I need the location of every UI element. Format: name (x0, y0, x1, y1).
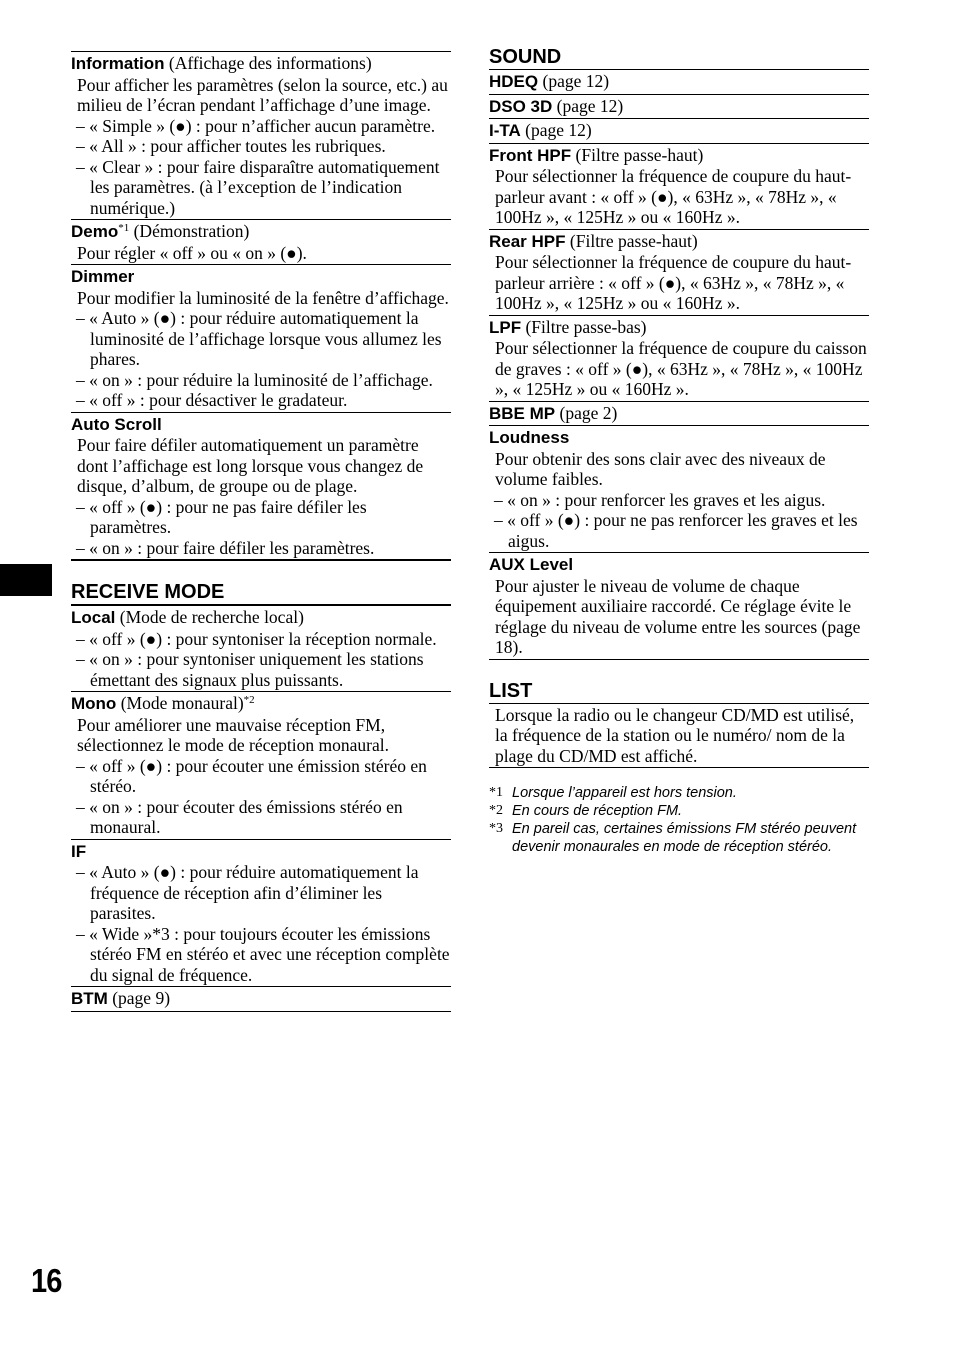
option-item: – « off » (●) : pour écouter une émission stéréo en stéréo. (76, 755, 427, 796)
entry-heading: Dimmer (71, 267, 135, 286)
entry-i-ta (489, 119, 869, 144)
entry-lpf (489, 316, 869, 402)
entry-heading: BBE MP (page 2) (489, 402, 618, 423)
entry-information (71, 51, 451, 220)
entry-description: Pour régler « off » ou « on » (●). (77, 242, 307, 263)
option-item: – « on » : pour syntoniser uniquement les stations émettant des signaux plus puissants. (76, 649, 424, 690)
entry-heading: Information (Affichage des informations) (71, 53, 372, 73)
option-item: – « Simple » (●) : pour n’afficher aucun paramètre. (76, 115, 436, 136)
footnote-ref: *2 (243, 694, 255, 706)
entry-description: Pour obtenir des sons clair avec des niveaux de volume faibles. (495, 448, 826, 489)
entry-description: Pour sélectionner la fréquence de coupure du caisson de graves : « off » (●), « 63Hz », « 78Hz », « 100Hz », « 125Hz » ou « 160Hz ». (495, 338, 867, 399)
entry-description: Pour modifier la luminosité de la fenêtre d’affichage. (77, 287, 449, 308)
entry-dso-3d (489, 95, 869, 120)
entry-demo (71, 220, 451, 265)
option-item: – « on » : pour renforcer les graves et les aigus. (494, 489, 826, 510)
entry-heading: LPF (Filtre passe-bas) (489, 316, 647, 337)
entry-description: Pour afficher les paramètres (selon la source, etc.) au milieu de l’écran pendant l’affichage d’une image. (77, 74, 448, 115)
footnotes (489, 784, 869, 856)
option-item: – « Auto » (●) : pour réduire automatiquement la luminosité de l’affichage lorsque vous allumez les phares. (76, 308, 442, 369)
option-item: – « off » : pour désactiver le gradateur. (76, 390, 348, 410)
section-title-receive-mode: RECEIVE MODE (71, 580, 451, 606)
entry-heading: IF (71, 841, 87, 861)
option-item: – « off » (●) : pour ne pas faire défiler les paramètres. (76, 496, 367, 537)
entry-front-hpf (489, 144, 869, 230)
section-title-sound: SOUND (489, 45, 869, 70)
entry-heading: Local (Mode de recherche local) (71, 607, 304, 627)
footnote: *2 En cours de réception FM. (489, 803, 683, 819)
entry-description: Pour ajuster le niveau de volume de chaque équipement auxiliaire raccordé. Ce réglage évite le réglage du niveau de volume entre les sources (page 18). (495, 575, 861, 657)
entry-hdeq (489, 70, 869, 95)
footnote-ref: *1 (118, 222, 130, 234)
entry-description: Pour sélectionner la fréquence de coupure du haut-parleur arrière : « off » (●), « 63Hz », « 78Hz », « 100Hz », « 125Hz » ou « 160Hz ». (495, 252, 852, 313)
option-item: – « Auto » (●) : pour réduire automatiquement la fréquence de réception afin d’éliminer les parasites. (76, 862, 419, 923)
option-item: – « off » (●) : pour syntoniser la réception normale. (76, 628, 437, 649)
spacer (489, 660, 869, 679)
option-item: – « on » : pour écouter des émissions stéréo en monaural. (76, 796, 403, 837)
option-item: – « on » : pour réduire la luminosité de l’affichage. (76, 369, 433, 390)
entry-heading: Demo$^{*1}$ (Démonstration) (71, 221, 250, 241)
entry-dimmer (71, 265, 451, 413)
entry-list (489, 704, 869, 769)
entry-heading: HDEQ (page 12) (489, 71, 610, 91)
entry-btm (71, 987, 451, 1012)
page-number: 16 (31, 1262, 62, 1299)
entry-description: Lorsque la radio ou le changeur CD/MD est utilisé, la fréquence de la station ou le numéro/ nom de la plage du CD/MD est affiché. (495, 704, 855, 766)
chapter-tab-marker (0, 564, 52, 596)
entry-heading: AUX Level (489, 555, 574, 574)
entry-rear-hpf (489, 230, 869, 316)
entry-mono (71, 691, 451, 840)
entry-description: Pour améliorer une mauvaise réception FM, sélectionnez le mode de réception monaural. (77, 714, 389, 755)
entry-heading: I-TA (page 12) (489, 120, 592, 140)
entry-aux-level (489, 553, 869, 660)
entry-heading: BTM (page 9) (71, 988, 171, 1008)
entry-local (71, 606, 451, 692)
entry-heading: Loudness (489, 428, 570, 447)
section-title-list: LIST (489, 679, 869, 704)
entry-auto-scroll (71, 413, 451, 562)
entry-heading: Rear HPF (Filtre passe-haut) (489, 230, 698, 251)
entry-bbe-mp (489, 402, 869, 427)
right-column (489, 45, 869, 856)
left-column (71, 51, 451, 1012)
entry-heading: DSO 3D (page 12) (489, 95, 624, 116)
entry-heading: Auto Scroll (71, 414, 162, 434)
option-item: – « on » : pour faire défiler les paramètres. (76, 537, 375, 558)
option-item: – « Wide »*3 : pour toujours écouter les émissions stéréo FM en stéréo et avec une réception complète du signal de fréquence. (76, 923, 450, 985)
option-item: – « All » : pour afficher toutes les rubriques. (76, 136, 386, 156)
entry-heading: Mono (Mode monaural)$^{*2}$ (71, 693, 255, 713)
option-item: – « off » (●) : pour ne pas renforcer les graves et les aigus. (494, 510, 858, 551)
entry-loudness (489, 426, 869, 553)
footnote: *1 Lorsque l’appareil est hors tension. (489, 785, 737, 801)
entry-description: Pour faire défiler automatiquement un paramètre dont l’affichage est long lorsque vous changez de disque, d’album, de groupe ou de plage. (77, 435, 424, 496)
option-item: – « Clear » : pour faire disparaître automatiquement les paramètres. (à l’exception de l’indication numérique.) (76, 156, 440, 218)
entry-if (71, 840, 451, 988)
entry-heading: Front HPF (Filtre passe-haut) (489, 144, 704, 165)
footnote: *3 En pareil cas, certaines émissions FM stéréo peuvent devenir monaurales en mode de réception stéréo. (489, 821, 857, 855)
entry-description: Pour sélectionner la fréquence de coupure du haut-parleur avant : « off » (●), « 63Hz », « 78Hz », « 100Hz », « 125Hz » ou « 160Hz ». (495, 166, 852, 227)
spacer (71, 561, 451, 580)
